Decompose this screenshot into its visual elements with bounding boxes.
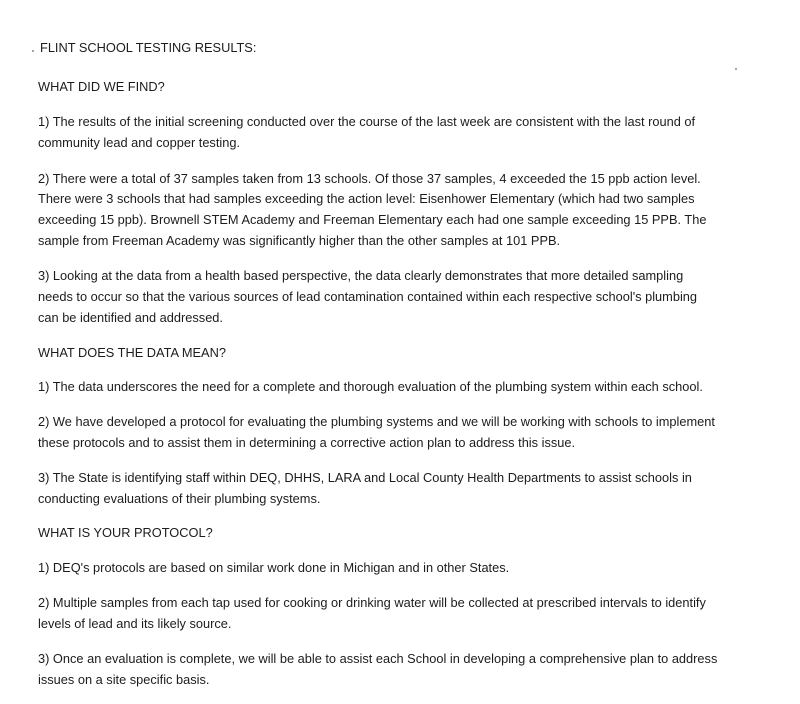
paragraph-line: 3) Once an evaluation is complete, we will be able to assist each School in developing a comprehensive plan to address: [38, 651, 718, 666]
paragraph-line: needs to occur so that the various sources of lead contamination contained within each respective school's plumbing: [38, 289, 698, 304]
paragraph-line: can be identified and addressed.: [38, 310, 223, 325]
section-heading-what-is-your-protocol: WHAT IS YOUR PROTOCOL?: [38, 525, 213, 540]
paragraph-line: 3) The State is identifying staff within DEQ, DHHS, LARA and Local County Health Departments to assist schools in: [38, 470, 692, 485]
section-heading-what-does-the-data-mean: WHAT DOES THE DATA MEAN?: [38, 345, 226, 360]
paragraph-line: exceeding 15 ppb). Brownell STEM Academy and Freeman Elementary each had one sample exceeding 15 PPB. The: [38, 212, 707, 227]
document-title: FLINT SCHOOL TESTING RESULTS:: [40, 40, 257, 55]
paragraph-line: 1) DEQ's protocols are based on similar work done in Michigan and in other States.: [38, 560, 510, 575]
paragraph-line: conducting evaluations of their plumbing systems.: [38, 491, 321, 506]
paragraph-line: 3) Looking at the data from a health based perspective, the data clearly demonstrates that more detailed sampling: [38, 268, 684, 283]
paragraph-line: community lead and copper testing.: [38, 135, 241, 150]
paragraph-line: sample from Freeman Academy was significantly higher than the other samples at 101 PPB.: [38, 233, 561, 248]
paragraph-line: 1) The results of the initial screening conducted over the course of the last week are consistent with the last round of: [38, 114, 696, 129]
paragraph-line: 2) We have developed a protocol for evaluating the plumbing systems and we will be working with schools to implement: [38, 414, 715, 429]
scan-speck: [32, 50, 34, 52]
paragraph-line: levels of lead and its likely source.: [38, 616, 232, 631]
paragraph-line: There were 3 schools that had samples exceeding the action level: Eisenhower Elementary (which had two samples: [38, 191, 695, 206]
paragraph-line: 2) There were a total of 37 samples taken from 13 schools. Of those 37 samples, 4 exceeded the 15 ppb action level.: [38, 171, 701, 186]
paragraph-line: issues on a site specific basis.: [38, 672, 210, 687]
section-heading-what-did-we-find: WHAT DID WE FIND?: [38, 79, 165, 94]
scan-speck: [735, 68, 737, 70]
paragraph-line: 1) The data underscores the need for a complete and thorough evaluation of the plumbing system within each school.: [38, 379, 703, 394]
paragraph-line: 2) Multiple samples from each tap used for cooking or drinking water will be collected at prescribed intervals to identify: [38, 595, 706, 610]
paragraph-line: these protocols and to assist them in determining a corrective action plan to address this issue.: [38, 435, 576, 450]
